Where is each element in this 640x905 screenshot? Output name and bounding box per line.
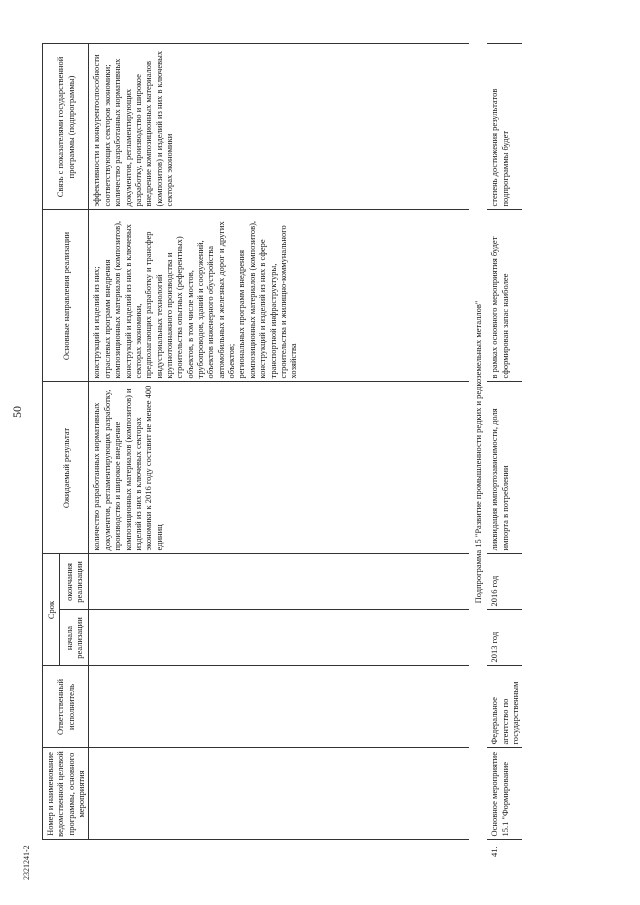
directions-text: конструкций и изделий из них; отраслевых программ внедрения композиционных материалов (композитов), конструкций и изделий из них в ключевых секторах экономики, предполагающих разработку и трансфер индустриальных технологий крупнотоннажного производства и строительства опытных (референтных) объектов, в том числе мостов, трубопроводов, зданий и сооружений, объектов инженерного обустройства автомобильных и железных дорог и других объектов; региональных программ внедрения композиционных материалов (композитов), конструкций и изделий из них в сфере транспортной инфраструктуры, строительства и жилищно-коммунального хозяйства — [91, 220, 299, 379]
header-link: Связь с показателями государственной программы (подпрограммы) — [43, 44, 89, 210]
cell-name — [89, 748, 469, 840]
result-text: количество разработанных нормативных документов, регламентирующих разработку, производство и широкое внедрение композиционных материалов (композитов) и изделий из них в ключевых секторах экономики к 2016 году составит не менее 400 единиц — [91, 385, 164, 551]
cell-link — [89, 44, 469, 210]
rotated-page-content — [42, 44, 602, 860]
row-result: ликвидация импортозависимости, доля импорта в потреблении — [487, 382, 522, 554]
cell-end — [89, 554, 469, 610]
program-table — [42, 44, 522, 861]
table-row-continuation — [89, 44, 469, 860]
row-name: Основное мероприятие 15.1 "Формирование — [487, 748, 522, 840]
page-number: 50 — [10, 406, 24, 418]
header-rownum — [43, 840, 89, 860]
header-end: окончания реализации — [60, 554, 89, 610]
row-directions: в рамках основного мероприятия будет сформирован запас наиболее — [487, 210, 522, 382]
cell-rownum — [89, 840, 469, 860]
document-code: 2321241-2 — [22, 845, 31, 880]
cell-start — [89, 610, 469, 666]
cell-executor — [89, 666, 469, 748]
link-text: эффективности и конкурентоспособности соответствующих секторов экономики; количество разработанных нормативных документов, регламентирующих разработку, производство и широкое внедрение композиционных материалов (композитов) и изделий из них в ключевых секторах экономики — [91, 50, 174, 207]
header-name: Номер и наименование ведомственной целевой программы, основного мероприятия — [43, 748, 89, 840]
cell-result — [89, 382, 469, 554]
row-end: 2016 год — [487, 554, 522, 610]
row-number: 41. — [489, 846, 500, 857]
row-start: 2013 год — [487, 610, 522, 666]
header-directions: Основные направления реализации — [43, 210, 89, 382]
row-link: степень достижения результатов подпрограммы будет — [487, 44, 522, 210]
subprogram-row — [469, 44, 487, 860]
subprogram-title: Подпрограмма 15 "Развитие промышленности редких и редкоземельных металлов" — [472, 300, 483, 604]
header-term: Срок — [43, 554, 60, 666]
header-start: начала реализации — [60, 610, 89, 666]
table-row-41 — [487, 44, 522, 860]
row-executor: Федеральное агентство по государственным — [487, 666, 522, 748]
cell-directions — [89, 210, 469, 382]
header-executor: Ответственный исполнитель — [43, 666, 89, 748]
header-result: Ожидаемый результат — [43, 382, 89, 554]
